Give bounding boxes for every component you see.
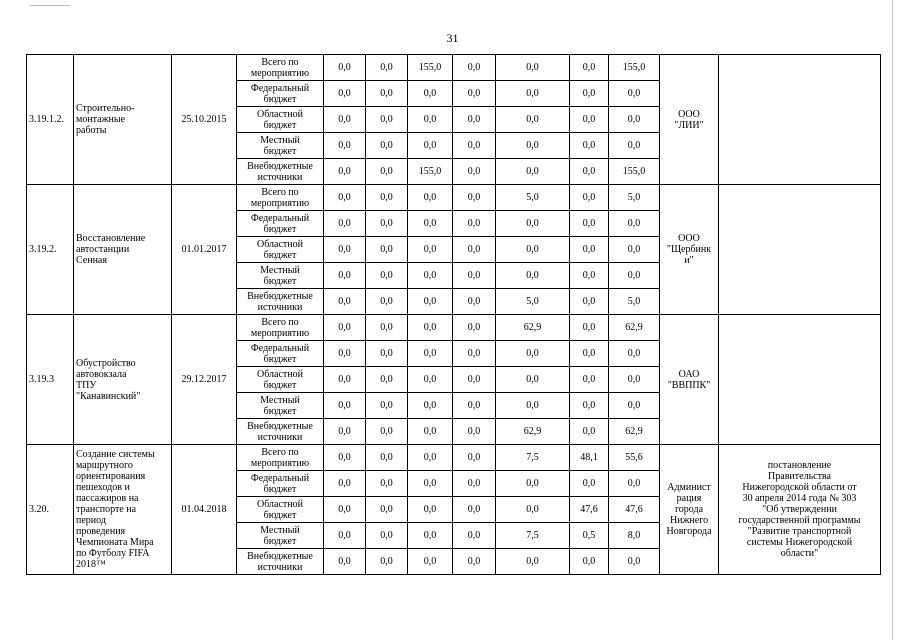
value-cell: 0,0 bbox=[408, 471, 453, 497]
item-date: 29.12.2017 bbox=[172, 315, 237, 445]
value-cell: 0,0 bbox=[366, 341, 408, 367]
value-cell: 0,0 bbox=[324, 497, 366, 523]
value-cell: 0,0 bbox=[408, 107, 453, 133]
value-cell: 0,0 bbox=[570, 237, 609, 263]
value-cell: 0,0 bbox=[324, 471, 366, 497]
value-cell: 48,1 bbox=[570, 445, 609, 471]
value-cell: 5,0 bbox=[496, 289, 570, 315]
item-date: 01.04.2018 bbox=[172, 445, 237, 575]
value-cell: 0,0 bbox=[570, 211, 609, 237]
value-cell: 0,0 bbox=[453, 523, 496, 549]
value-cell: 55,6 bbox=[609, 445, 660, 471]
value-cell: 0,0 bbox=[453, 263, 496, 289]
funding-source: Федеральный бюджет bbox=[237, 471, 324, 497]
value-cell: 0,0 bbox=[324, 55, 366, 81]
value-cell: 0,0 bbox=[453, 159, 496, 185]
value-cell: 0,0 bbox=[408, 289, 453, 315]
funding-source: Местный бюджет bbox=[237, 263, 324, 289]
executor: ООО "ЛИИ" bbox=[660, 55, 719, 185]
value-cell: 0,0 bbox=[324, 211, 366, 237]
value-cell: 47,6 bbox=[570, 497, 609, 523]
value-cell: 0,0 bbox=[408, 263, 453, 289]
value-cell: 0,0 bbox=[496, 393, 570, 419]
value-cell: 0,0 bbox=[609, 393, 660, 419]
item-name: Восстановление автостанции Сенная bbox=[74, 185, 172, 315]
value-cell: 0,0 bbox=[570, 263, 609, 289]
value-cell: 62,9 bbox=[496, 315, 570, 341]
item-name: Создание системы маршрутного ориентирования пешеходов и пассажиров на транспорте на период проведения Чемпионата Мира по Футболу FIFA 2018™ bbox=[74, 445, 172, 575]
value-cell: 0,0 bbox=[496, 81, 570, 107]
value-cell: 5,0 bbox=[496, 185, 570, 211]
value-cell: 0,0 bbox=[408, 211, 453, 237]
value-cell: 0,0 bbox=[453, 289, 496, 315]
value-cell: 0,0 bbox=[453, 497, 496, 523]
value-cell: 0,0 bbox=[609, 367, 660, 393]
value-cell: 0,0 bbox=[570, 159, 609, 185]
value-cell: 0,0 bbox=[453, 471, 496, 497]
item-code: 3.19.2. bbox=[27, 185, 74, 315]
value-cell: 0,0 bbox=[496, 497, 570, 523]
executor: Админист рация города Нижнего Новгорода bbox=[660, 445, 719, 575]
value-cell: 0,0 bbox=[324, 419, 366, 445]
value-cell: 155,0 bbox=[609, 55, 660, 81]
value-cell: 0,0 bbox=[324, 315, 366, 341]
value-cell: 0,0 bbox=[408, 133, 453, 159]
funding-source: Федеральный бюджет bbox=[237, 81, 324, 107]
value-cell: 7,5 bbox=[496, 445, 570, 471]
legal-basis bbox=[719, 185, 881, 315]
value-cell: 0,0 bbox=[609, 549, 660, 575]
value-cell: 0,0 bbox=[453, 341, 496, 367]
item-code: 3.19.1.2. bbox=[27, 55, 74, 185]
value-cell: 0,0 bbox=[453, 211, 496, 237]
funding-source: Областной бюджет bbox=[237, 237, 324, 263]
value-cell: 5,0 bbox=[609, 185, 660, 211]
legal-basis: постановление Правительства Нижегородской области от 30 апреля 2014 года № 303 "Об утверждении государственной программы "Развитие транспортной системы Нижегородской области" bbox=[719, 445, 881, 575]
value-cell: 0,0 bbox=[366, 81, 408, 107]
funding-source: Местный бюджет bbox=[237, 523, 324, 549]
value-cell: 0,0 bbox=[366, 289, 408, 315]
value-cell: 0,0 bbox=[609, 341, 660, 367]
value-cell: 0,0 bbox=[324, 523, 366, 549]
item-name: Обустройство автовокзала ТПУ "Канавинский" bbox=[74, 315, 172, 445]
value-cell: 155,0 bbox=[408, 55, 453, 81]
legal-basis bbox=[719, 315, 881, 445]
value-cell: 0,0 bbox=[408, 523, 453, 549]
value-cell: 0,0 bbox=[366, 549, 408, 575]
value-cell: 0,0 bbox=[496, 367, 570, 393]
funding-source: Внебюджетные источники bbox=[237, 549, 324, 575]
value-cell: 0,0 bbox=[408, 445, 453, 471]
funding-source: Внебюджетные источники bbox=[237, 419, 324, 445]
executor: ООО "Щербинк и" bbox=[660, 185, 719, 315]
value-cell: 0,0 bbox=[609, 107, 660, 133]
value-cell: 0,0 bbox=[570, 341, 609, 367]
value-cell: 0,0 bbox=[496, 549, 570, 575]
value-cell: 0,0 bbox=[609, 237, 660, 263]
value-cell: 62,9 bbox=[609, 419, 660, 445]
value-cell: 0,0 bbox=[366, 471, 408, 497]
funding-source: Всего по мероприятию bbox=[237, 445, 324, 471]
value-cell: 0,0 bbox=[324, 133, 366, 159]
value-cell: 0,0 bbox=[453, 419, 496, 445]
table-row bbox=[27, 55, 881, 81]
value-cell: 0,0 bbox=[366, 185, 408, 211]
executor: ОАО "ВВППК" bbox=[660, 315, 719, 445]
value-cell: 0,0 bbox=[408, 185, 453, 211]
item-code: 3.20. bbox=[27, 445, 74, 575]
page-edge-line bbox=[892, 0, 893, 640]
value-cell: 0,0 bbox=[453, 55, 496, 81]
item-name: Строительно- монтажные работы bbox=[74, 55, 172, 185]
value-cell: 0,0 bbox=[453, 107, 496, 133]
funding-source: Местный бюджет bbox=[237, 133, 324, 159]
value-cell: 0,0 bbox=[366, 393, 408, 419]
value-cell: 0,0 bbox=[408, 393, 453, 419]
value-cell: 0,0 bbox=[453, 185, 496, 211]
funding-source: Всего по мероприятию bbox=[237, 185, 324, 211]
value-cell: 0,0 bbox=[496, 471, 570, 497]
value-cell: 0,0 bbox=[324, 107, 366, 133]
funding-source: Областной бюджет bbox=[237, 107, 324, 133]
funding-table bbox=[26, 54, 881, 575]
value-cell: 0,0 bbox=[570, 393, 609, 419]
value-cell: 0,0 bbox=[324, 81, 366, 107]
value-cell: 0,0 bbox=[570, 55, 609, 81]
value-cell: 0,0 bbox=[366, 133, 408, 159]
legal-basis bbox=[719, 55, 881, 185]
value-cell: 155,0 bbox=[609, 159, 660, 185]
value-cell: 0,0 bbox=[324, 393, 366, 419]
value-cell: 0,0 bbox=[453, 315, 496, 341]
value-cell: 0,0 bbox=[324, 367, 366, 393]
value-cell: 0,0 bbox=[324, 159, 366, 185]
value-cell: 0,0 bbox=[366, 523, 408, 549]
value-cell: 0,0 bbox=[496, 263, 570, 289]
value-cell: 0,0 bbox=[366, 211, 408, 237]
funding-source: Внебюджетные источники bbox=[237, 289, 324, 315]
value-cell: 0,0 bbox=[496, 107, 570, 133]
value-cell: 0,0 bbox=[609, 81, 660, 107]
item-date: 01.01.2017 bbox=[172, 185, 237, 315]
value-cell: 0,0 bbox=[570, 289, 609, 315]
value-cell: 0,0 bbox=[408, 419, 453, 445]
value-cell: 7,5 bbox=[496, 523, 570, 549]
value-cell: 0,0 bbox=[570, 107, 609, 133]
value-cell: 0,0 bbox=[570, 315, 609, 341]
value-cell: 0,0 bbox=[366, 263, 408, 289]
page-number: 31 bbox=[446, 31, 459, 45]
value-cell: 0,0 bbox=[366, 315, 408, 341]
value-cell: 0,0 bbox=[453, 549, 496, 575]
value-cell: 0,0 bbox=[570, 549, 609, 575]
value-cell: 62,9 bbox=[609, 315, 660, 341]
value-cell: 62,9 bbox=[496, 419, 570, 445]
funding-source: Федеральный бюджет bbox=[237, 211, 324, 237]
value-cell: 0,0 bbox=[496, 159, 570, 185]
value-cell: 5,0 bbox=[609, 289, 660, 315]
value-cell: 0,0 bbox=[570, 185, 609, 211]
value-cell: 0,0 bbox=[408, 367, 453, 393]
value-cell: 0,0 bbox=[366, 55, 408, 81]
funding-source: Областной бюджет bbox=[237, 497, 324, 523]
value-cell: 0,0 bbox=[408, 497, 453, 523]
funding-source: Внебюджетные источники bbox=[237, 159, 324, 185]
value-cell: 0,0 bbox=[408, 549, 453, 575]
value-cell: 0,0 bbox=[496, 211, 570, 237]
value-cell: 0,0 bbox=[453, 393, 496, 419]
table-row bbox=[27, 445, 881, 471]
value-cell: 0,0 bbox=[324, 445, 366, 471]
item-code: 3.19.3 bbox=[27, 315, 74, 445]
table-row bbox=[27, 185, 881, 211]
value-cell: 0,0 bbox=[324, 341, 366, 367]
value-cell: 0,0 bbox=[570, 471, 609, 497]
value-cell: 0,0 bbox=[453, 445, 496, 471]
value-cell: 0,0 bbox=[453, 367, 496, 393]
value-cell: 0,0 bbox=[609, 263, 660, 289]
value-cell: 0,0 bbox=[366, 419, 408, 445]
table-row bbox=[27, 315, 881, 341]
value-cell: 0,0 bbox=[324, 185, 366, 211]
value-cell: 0,0 bbox=[366, 445, 408, 471]
value-cell: 0,0 bbox=[366, 237, 408, 263]
value-cell: 0,0 bbox=[496, 133, 570, 159]
value-cell: 0,0 bbox=[570, 367, 609, 393]
value-cell: 0,0 bbox=[408, 315, 453, 341]
value-cell: 0,5 bbox=[570, 523, 609, 549]
value-cell: 8,0 bbox=[609, 523, 660, 549]
value-cell: 0,0 bbox=[366, 107, 408, 133]
value-cell: 0,0 bbox=[453, 81, 496, 107]
value-cell: 0,0 bbox=[570, 419, 609, 445]
value-cell: 0,0 bbox=[324, 289, 366, 315]
value-cell: 0,0 bbox=[609, 211, 660, 237]
value-cell: 0,0 bbox=[324, 263, 366, 289]
value-cell: 0,0 bbox=[366, 497, 408, 523]
value-cell: 155,0 bbox=[408, 159, 453, 185]
value-cell: 0,0 bbox=[570, 81, 609, 107]
top-scan-line bbox=[30, 5, 70, 6]
value-cell: 0,0 bbox=[324, 237, 366, 263]
value-cell: 0,0 bbox=[609, 133, 660, 159]
value-cell: 0,0 bbox=[496, 237, 570, 263]
value-cell: 0,0 bbox=[408, 341, 453, 367]
value-cell: 0,0 bbox=[496, 55, 570, 81]
funding-source: Всего по мероприятию bbox=[237, 315, 324, 341]
value-cell: 0,0 bbox=[453, 133, 496, 159]
value-cell: 0,0 bbox=[366, 159, 408, 185]
funding-source: Всего по мероприятию bbox=[237, 55, 324, 81]
funding-source: Областной бюджет bbox=[237, 367, 324, 393]
value-cell: 0,0 bbox=[453, 237, 496, 263]
funding-source: Федеральный бюджет bbox=[237, 341, 324, 367]
value-cell: 0,0 bbox=[366, 367, 408, 393]
value-cell: 0,0 bbox=[570, 133, 609, 159]
value-cell: 0,0 bbox=[408, 81, 453, 107]
item-date: 25.10.2015 bbox=[172, 55, 237, 185]
value-cell: 0,0 bbox=[324, 549, 366, 575]
value-cell: 0,0 bbox=[496, 341, 570, 367]
value-cell: 0,0 bbox=[408, 237, 453, 263]
funding-source: Местный бюджет bbox=[237, 393, 324, 419]
value-cell: 0,0 bbox=[609, 471, 660, 497]
value-cell: 47,6 bbox=[609, 497, 660, 523]
